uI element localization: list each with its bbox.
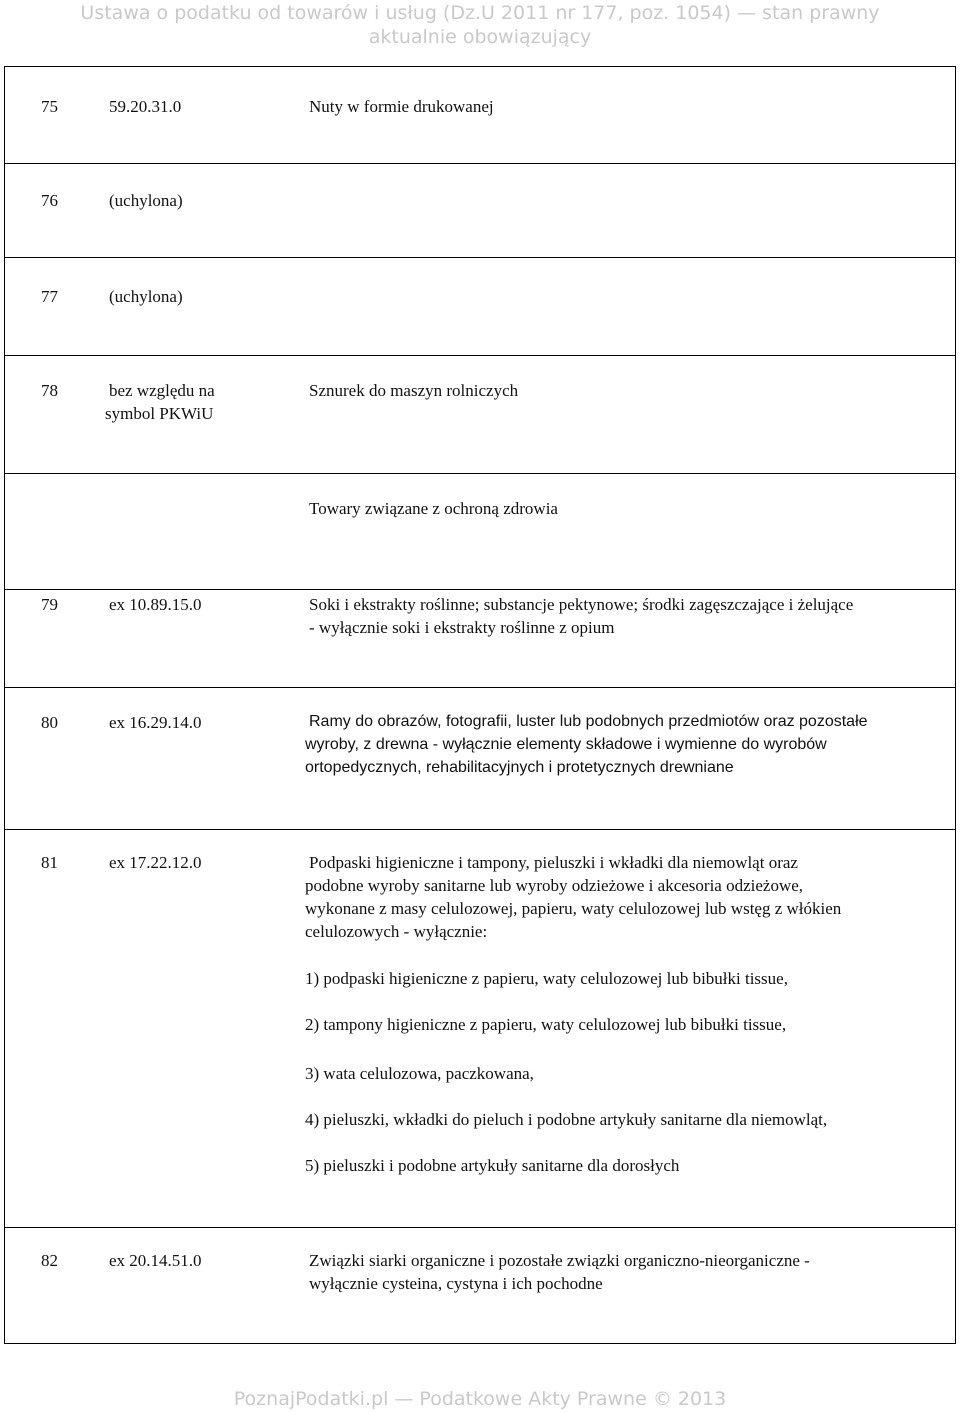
- list-item: 2) tampony higieniczne z papieru, waty celulozowej lub bibułki tissue,: [305, 1015, 787, 1034]
- description-line: Podpaski higieniczne i tampony, pieluszki i wkładki dla niemowląt oraz: [309, 853, 798, 872]
- description-line: wyroby, z drewna - wyłącznie elementy składowe i wymienne do wyrobów: [305, 736, 827, 753]
- pkwiu-code: (uchylona): [109, 191, 183, 210]
- pkwiu-code: bez względu na: [109, 381, 215, 400]
- header-title-line2: aktualnie obowiązujący: [368, 26, 592, 48]
- description-line: wyłącznie cysteina, cystyna i ich pochodne: [309, 1274, 603, 1293]
- description-line: Ramy do obrazów, fotografii, luster lub podobnych przedmiotów oraz pozostałe: [309, 713, 868, 730]
- description: Sznurek do maszyn rolniczych: [309, 381, 519, 400]
- legal-table: [4, 66, 956, 1344]
- pkwiu-code: (uchylona): [109, 287, 183, 306]
- description-line: podobne wyroby sanitarne lub wyroby odzieżowe i akcesoria odzieżowe,: [305, 876, 804, 895]
- pkwiu-code: 59.20.31.0: [109, 97, 182, 116]
- pkwiu-code: ex 10.89.15.0: [109, 595, 202, 614]
- description-line: Soki i ekstrakty roślinne; substancje pektynowe; środki zagęszczające i żelujące: [309, 595, 854, 614]
- row-number: 76: [41, 191, 58, 210]
- list-item: 3) wata celulozowa, paczkowana,: [305, 1064, 534, 1083]
- row-number: 77: [41, 287, 58, 306]
- header-title-line1: Ustawa o podatku od towarów i usług (Dz.U 2011 nr 177, poz. 1054) — stan prawny: [80, 2, 880, 24]
- description-line: ortopedycznych, rehabilitacyjnych i protetycznych drewniane: [305, 759, 734, 776]
- row-number: 80: [41, 713, 58, 732]
- row-number: 75: [41, 97, 58, 116]
- description-line: - wyłącznie soki i ekstrakty roślinne z opium: [309, 618, 615, 637]
- row-number: 81: [41, 853, 58, 872]
- watermark-footer: PoznajPodatki.pl — Podatkowe Akty Prawne © 2013: [233, 1388, 727, 1410]
- description: Nuty w formie drukowanej: [309, 97, 494, 116]
- row-number: 79: [41, 595, 58, 614]
- pkwiu-code: symbol PKWiU: [105, 404, 214, 423]
- list-item: 4) pieluszki, wkładki do pieluch i podobne artykuły sanitarne dla niemowląt,: [305, 1110, 828, 1129]
- list-item: 1) podpaski higieniczne z papieru, waty celulozowej lub bibułki tissue,: [305, 969, 788, 988]
- section-heading: Towary związane z ochroną zdrowia: [309, 499, 558, 518]
- pkwiu-code: ex 20.14.51.0: [109, 1251, 202, 1270]
- description-line: Związki siarki organiczne i pozostałe związki organiczno-nieorganiczne -: [309, 1251, 810, 1270]
- pkwiu-code: ex 17.22.12.0: [109, 853, 202, 872]
- row-number: 82: [41, 1251, 58, 1270]
- list-item: 5) pieluszki i podobne artykuły sanitarne dla dorosłych: [305, 1156, 680, 1175]
- pkwiu-code: ex 16.29.14.0: [109, 713, 202, 732]
- description-line: wykonane z masy celulozowej, papieru, waty celulozowej lub wstęg z włókien: [305, 899, 842, 918]
- description-line: celulozowych - wyłącznie:: [305, 922, 488, 941]
- row-number: 78: [41, 381, 58, 400]
